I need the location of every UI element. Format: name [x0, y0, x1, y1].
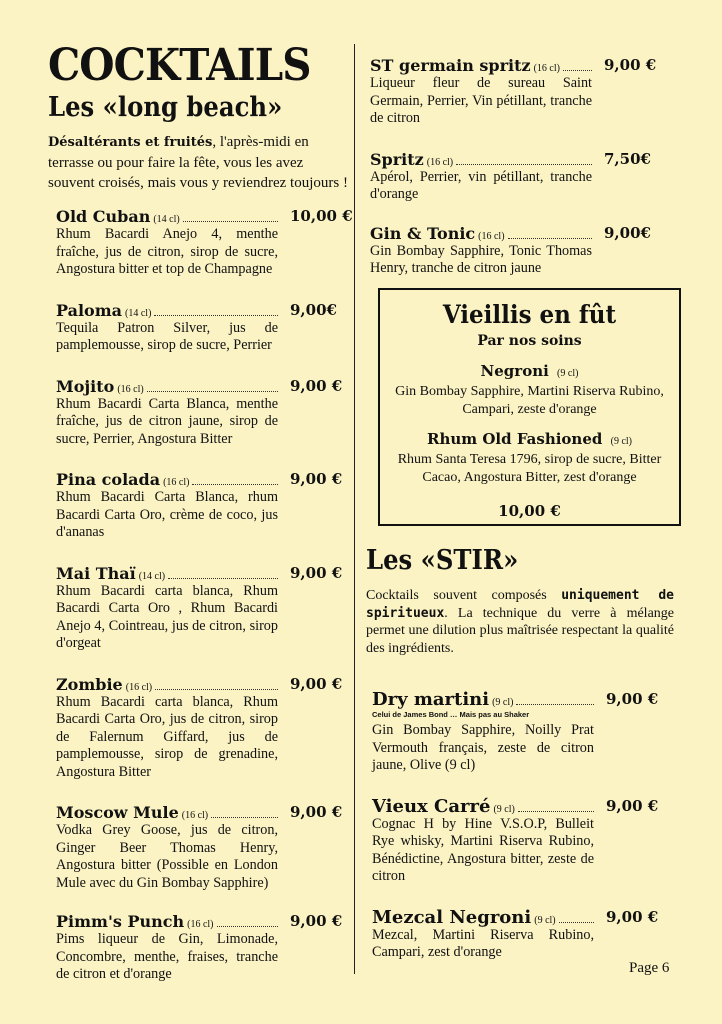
- menu-item-name: Gin & Tonic: [370, 223, 476, 243]
- menu-item-header: [56, 912, 278, 931]
- dot-leader: [183, 221, 278, 222]
- dot-leader: [168, 578, 278, 579]
- menu-item-name: Vieux Carré: [372, 795, 491, 817]
- menu-item: [370, 56, 660, 128]
- menu-item-description: Liqueur fleur de sureau Saint Germain, Perrier, Vin pétillant, tranche de citron: [370, 75, 592, 126]
- stir-intro-2: . La technique du verre à mélange permet une dilution plus maîtrisée respectant la qualité des ingrédients.: [366, 605, 674, 656]
- menu-item-name: Dry martini: [372, 689, 490, 710]
- menu-item-volume: (9 cl): [534, 914, 556, 926]
- page-title: COCKTAILS: [48, 40, 311, 91]
- menu-item-name: Mezcal Negroni: [372, 906, 532, 928]
- menu-item-volume: (16 cl): [163, 477, 190, 488]
- menu-item-price: 9,00 €: [290, 803, 343, 821]
- aged-item-description: Rhum Santa Teresa 1796, sirop de sucre, Bitter Cacao, Angostura Bitter, zest d'orange: [397, 452, 662, 485]
- menu-item-description: Tequila Patron Silver, jus de pamplemousse, sirop de sucre, Perrier: [56, 319, 278, 353]
- menu-item: [56, 207, 353, 279]
- column-divider: [354, 44, 355, 974]
- dot-leader: [516, 704, 594, 705]
- aged-item-title: Negroni: [480, 362, 549, 380]
- menu-item-name: Mai Thaï: [56, 563, 136, 583]
- dot-leader: [192, 484, 278, 485]
- menu-item-price: 9,00€: [290, 300, 337, 319]
- aged-subtitle: Par nos soins: [477, 333, 582, 349]
- dot-leader: [217, 926, 278, 927]
- menu-item: [372, 908, 662, 962]
- menu-item-description: Cognac H by Hine V.S.O.P, Bulleit Rye whisky, Martini Riserva Rubino, Bénédictine, Angostura bitter, zeste de citron: [372, 815, 594, 884]
- stir-list: [372, 690, 672, 962]
- menu-item-header: [56, 207, 278, 226]
- menu-item-name: Moscow Mule: [56, 803, 179, 822]
- menu-item-note: Celui de James Bond … Mais pas au Shaker: [372, 710, 530, 719]
- dot-leader: [518, 811, 594, 812]
- menu-item-price: 9,00 €: [290, 912, 343, 930]
- menu-item-header: [372, 797, 594, 816]
- stir-intro: [366, 587, 674, 657]
- menu-item-header: [372, 690, 594, 709]
- menu-item-description: Gin Bombay Sapphire, Tonic Thomas Henry, tranche de citron jaune: [370, 242, 592, 276]
- menu-item: [370, 150, 660, 204]
- intro-bold: Désaltérants et fruités: [48, 135, 213, 150]
- menu-item-description: Mezcal, Martini Riserva Rubino, Campari, zest d'orange: [372, 926, 594, 960]
- menu-item-volume: (14 cl): [153, 214, 180, 225]
- page-number: Page 6: [629, 960, 670, 976]
- spritz-list: [370, 56, 670, 278]
- menu-item-volume: (14 cl): [138, 570, 166, 582]
- menu-item: [56, 377, 346, 449]
- menu-item-volume: (9 cl): [492, 697, 514, 708]
- dot-leader: [559, 922, 594, 923]
- menu-item-description: Gin Bombay Sapphire, Noilly Prat Vermouth français, zeste de citron jaune, Olive (9 cl): [372, 722, 594, 773]
- menu-item: [56, 912, 346, 984]
- aged-item-description: Gin Bombay Sapphire, Martini Riserva Rubino, Campari, zeste d'orange: [395, 384, 664, 417]
- menu-item: [56, 803, 346, 892]
- menu-item-name: Paloma: [56, 300, 123, 320]
- menu-item-volume: (16 cl): [125, 681, 153, 693]
- dot-leader: [154, 315, 278, 316]
- menu-item-volume: (16 cl): [426, 156, 454, 168]
- aged-title: Vieillis en fût: [442, 300, 617, 329]
- menu-item-name: Zombie: [56, 674, 123, 694]
- long-beach-list: [56, 207, 353, 984]
- menu-item-price: 9,00 €: [604, 56, 657, 74]
- menu-item-price: 9,00 €: [290, 376, 343, 395]
- menu-item-name: Mojito: [56, 376, 115, 396]
- menu-item: [56, 301, 346, 355]
- menu-item-price: 9,00 €: [290, 674, 343, 693]
- dot-leader: [155, 689, 278, 690]
- menu-item-name: Spritz: [370, 149, 424, 169]
- menu-item-volume: (16 cl): [181, 810, 209, 821]
- menu-item-name: Pimm's Punch: [56, 912, 185, 931]
- menu-item-volume: (16 cl): [187, 919, 214, 930]
- menu-item-volume: (16 cl): [117, 383, 144, 395]
- dot-leader: [211, 817, 278, 818]
- menu-item: [372, 690, 662, 775]
- menu-item-name: Pina colada: [56, 470, 161, 489]
- menu-item: [56, 675, 346, 782]
- menu-item-price: 9,00 €: [606, 907, 659, 926]
- menu-item-volume: (16 cl): [533, 63, 560, 74]
- stir-intro-1: Cocktails souvent composés: [366, 588, 562, 603]
- dot-leader: [147, 391, 278, 392]
- menu-item-description: Rhum Bacardi carta blanca, Rhum Bacardi Carta Oro , Rhum Bacardi Anejo 4, Cointreau, jus de citron, sirop d'orgeat: [56, 582, 278, 651]
- menu-item-price: 9,00€: [604, 223, 651, 242]
- aged-price: 10,00 €: [498, 502, 561, 520]
- menu-item: [370, 224, 660, 278]
- menu-item: [372, 797, 662, 886]
- aged-item-title: Rhum Old Fashioned: [426, 430, 603, 448]
- menu-item-header: [56, 803, 278, 822]
- menu-item: [56, 564, 346, 653]
- right-column: [370, 56, 670, 278]
- menu-item-price: 9,00 €: [290, 563, 343, 582]
- menu-item: [56, 470, 346, 542]
- menu-item-volume: (9 cl): [493, 803, 515, 815]
- menu-item-description: Apérol, Perrier, vin pétillant, tranche d'orange: [370, 168, 592, 202]
- menu-item-price: 9,00 €: [606, 690, 659, 708]
- section-title-long-beach: Les «long beach»: [48, 92, 283, 123]
- menu-item-description: Rhum Bacardi carta blanca, Rhum Bacardi Carta Oro, jus de citron, sirop de Falernum Giffard, jus de pamplemousse, sirop de grenadine, Angostura Bitter: [56, 693, 278, 780]
- menu-item-header: [370, 224, 592, 243]
- intro-rest: , l'après-midi en terrasse ou pour faire la fête, vous les avez souvent croisés, mais vous y reviendrez toujours !: [48, 134, 348, 191]
- aged-item-volume: (9 cl): [610, 436, 632, 447]
- stir-intro-bold: uniquement de spiritueux: [366, 588, 674, 621]
- menu-item-volume: (14 cl): [125, 307, 152, 319]
- dot-leader: [508, 238, 592, 239]
- aged-cocktails-box: [378, 288, 681, 526]
- menu-item-description: Rhum Bacardi Carta Blanca, menthe fraîche, jus de citron jaune, sirop de sucre, Perrier, Angostura Bitter: [56, 395, 278, 447]
- menu-item-name: Old Cuban: [56, 207, 151, 226]
- menu-item-description: Rhum Bacardi Carta Blanca, rhum Bacardi Carta Oro, crème de coco, jus d'ananas: [56, 489, 278, 540]
- stir-section: [366, 545, 680, 960]
- menu-item-price: 10,00 €: [290, 207, 353, 225]
- menu-item-price: 7,50€: [604, 149, 651, 168]
- menu-item-header: [370, 150, 592, 169]
- menu-item-name: ST germain spritz: [370, 56, 531, 75]
- aged-list: [380, 362, 679, 486]
- menu-item-header: [372, 908, 594, 927]
- menu-item-header: [56, 564, 278, 583]
- menu-item-description: Vodka Grey Goose, jus de citron, Ginger Beer Thomas Henry, Angostura bitter (Possible en London Mule avec du Gin Bombay Sapphire): [56, 822, 278, 891]
- menu-item-volume: (16 cl): [478, 230, 505, 242]
- aged-item-name: [380, 362, 679, 383]
- aged-item-volume: (9 cl): [557, 368, 579, 379]
- menu-item-description: Rhum Bacardi Anejo 4, menthe fraîche, jus de citron, sirop de sucre, Angostura bitter et top de Champagne: [56, 226, 278, 277]
- section-title-stir: Les «STIR»: [366, 545, 519, 576]
- aged-item-name: [380, 430, 679, 451]
- dot-leader: [456, 164, 592, 165]
- menu-item-description: Pims liqueur de Gin, Limonade, Concombre, menthe, fraises, tranche de citron et d'orange: [56, 931, 278, 982]
- menu-item-price: 9,00 €: [606, 796, 659, 815]
- menu-item-header: [56, 470, 278, 489]
- menu-item-price: 9,00 €: [290, 470, 343, 488]
- intro-text: [48, 132, 348, 193]
- menu-item-header: [370, 56, 592, 75]
- menu-item-header: [56, 301, 278, 320]
- menu-item-header: [56, 377, 278, 396]
- left-column: [48, 40, 353, 984]
- menu-item-header: [56, 675, 278, 694]
- dot-leader: [563, 70, 592, 71]
